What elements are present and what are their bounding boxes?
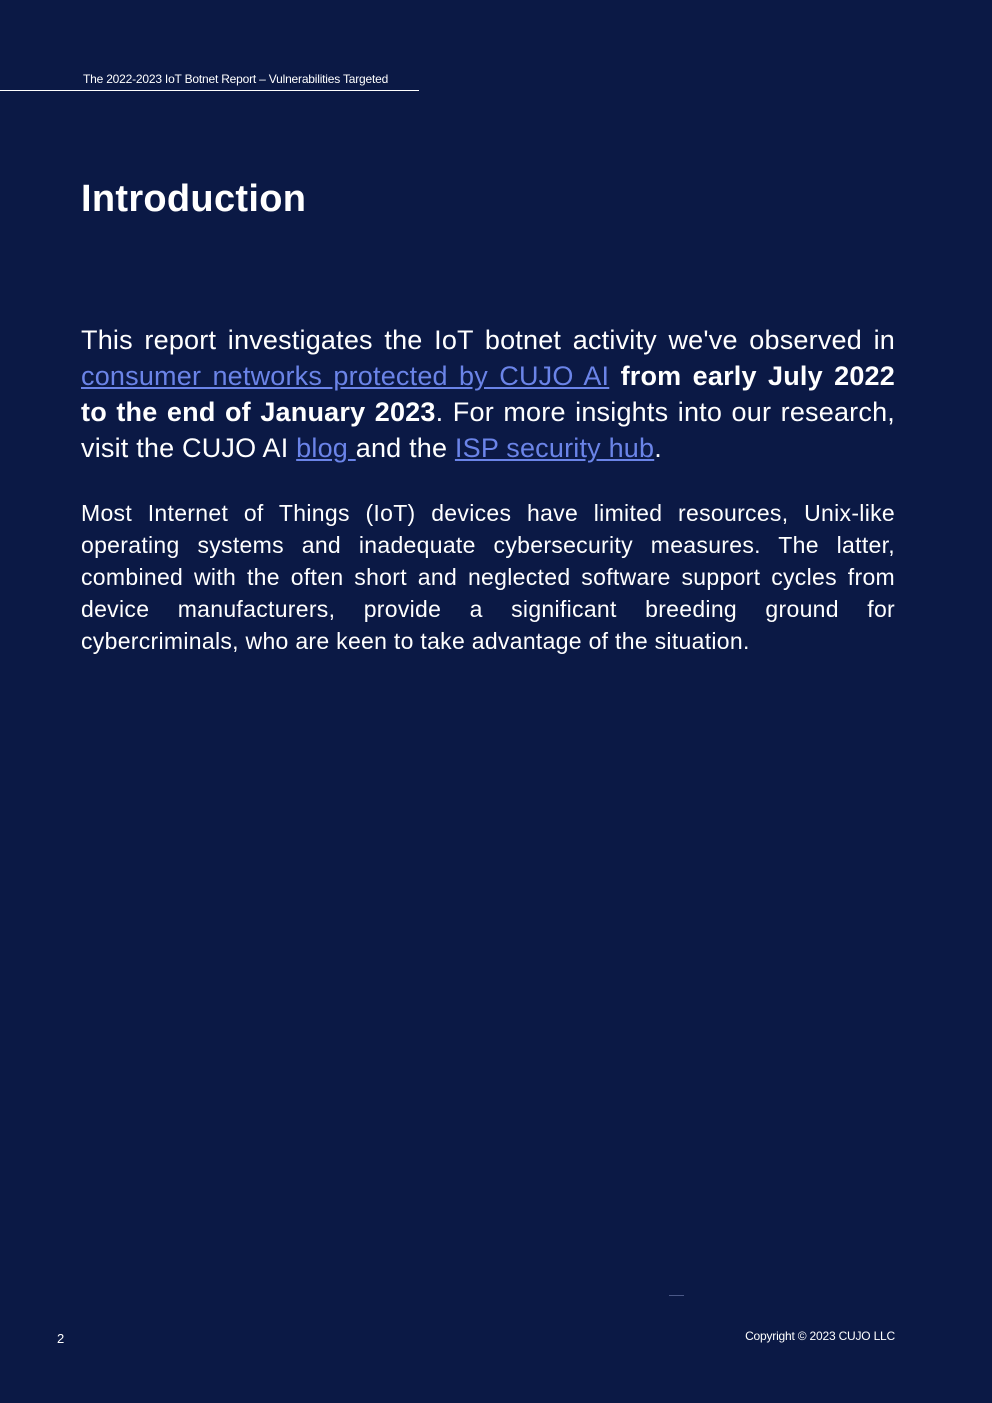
copyright-notice: Copyright © 2023 CUJO LLC — [745, 1329, 895, 1343]
lead-text-2 — [609, 361, 620, 391]
page-title: Introduction — [81, 178, 307, 220]
consumer-networks-link[interactable]: consumer networks protected by CUJO AI — [81, 361, 610, 391]
intro-lead-paragraph — [81, 322, 895, 466]
page-number: 2 — [57, 1331, 65, 1346]
iot-devices-paragraph: Most Internet of Things (IoT) devices have limited resources, Unix-like operating systems and inadequate cybersecurity measures. The latter, combined with the often short and neglected software support cycles from device manufacturers, provide a significant breeding ground for cybercriminals, who are keen to take advantage of the situation. — [81, 500, 895, 654]
running-header-title: The 2022-2023 IoT Botnet Report – Vulnerabilities Targeted — [83, 72, 389, 86]
running-header — [0, 70, 419, 91]
isp-security-hub-link[interactable]: ISP security hub — [454, 433, 655, 463]
lead-text-5: . — [654, 433, 662, 463]
lead-text-4: and the — [355, 433, 455, 463]
lead-text-3: . For more insights into our research, visit the CUJO AI — [81, 397, 895, 463]
blog-link[interactable]: blog — [296, 433, 356, 463]
lead-date-range: from early July 2022 to the end of January 2023 — [81, 361, 895, 427]
divider — [669, 1295, 684, 1296]
lead-text-1: This report investigates the IoT botnet activity we've observed in — [81, 325, 895, 355]
